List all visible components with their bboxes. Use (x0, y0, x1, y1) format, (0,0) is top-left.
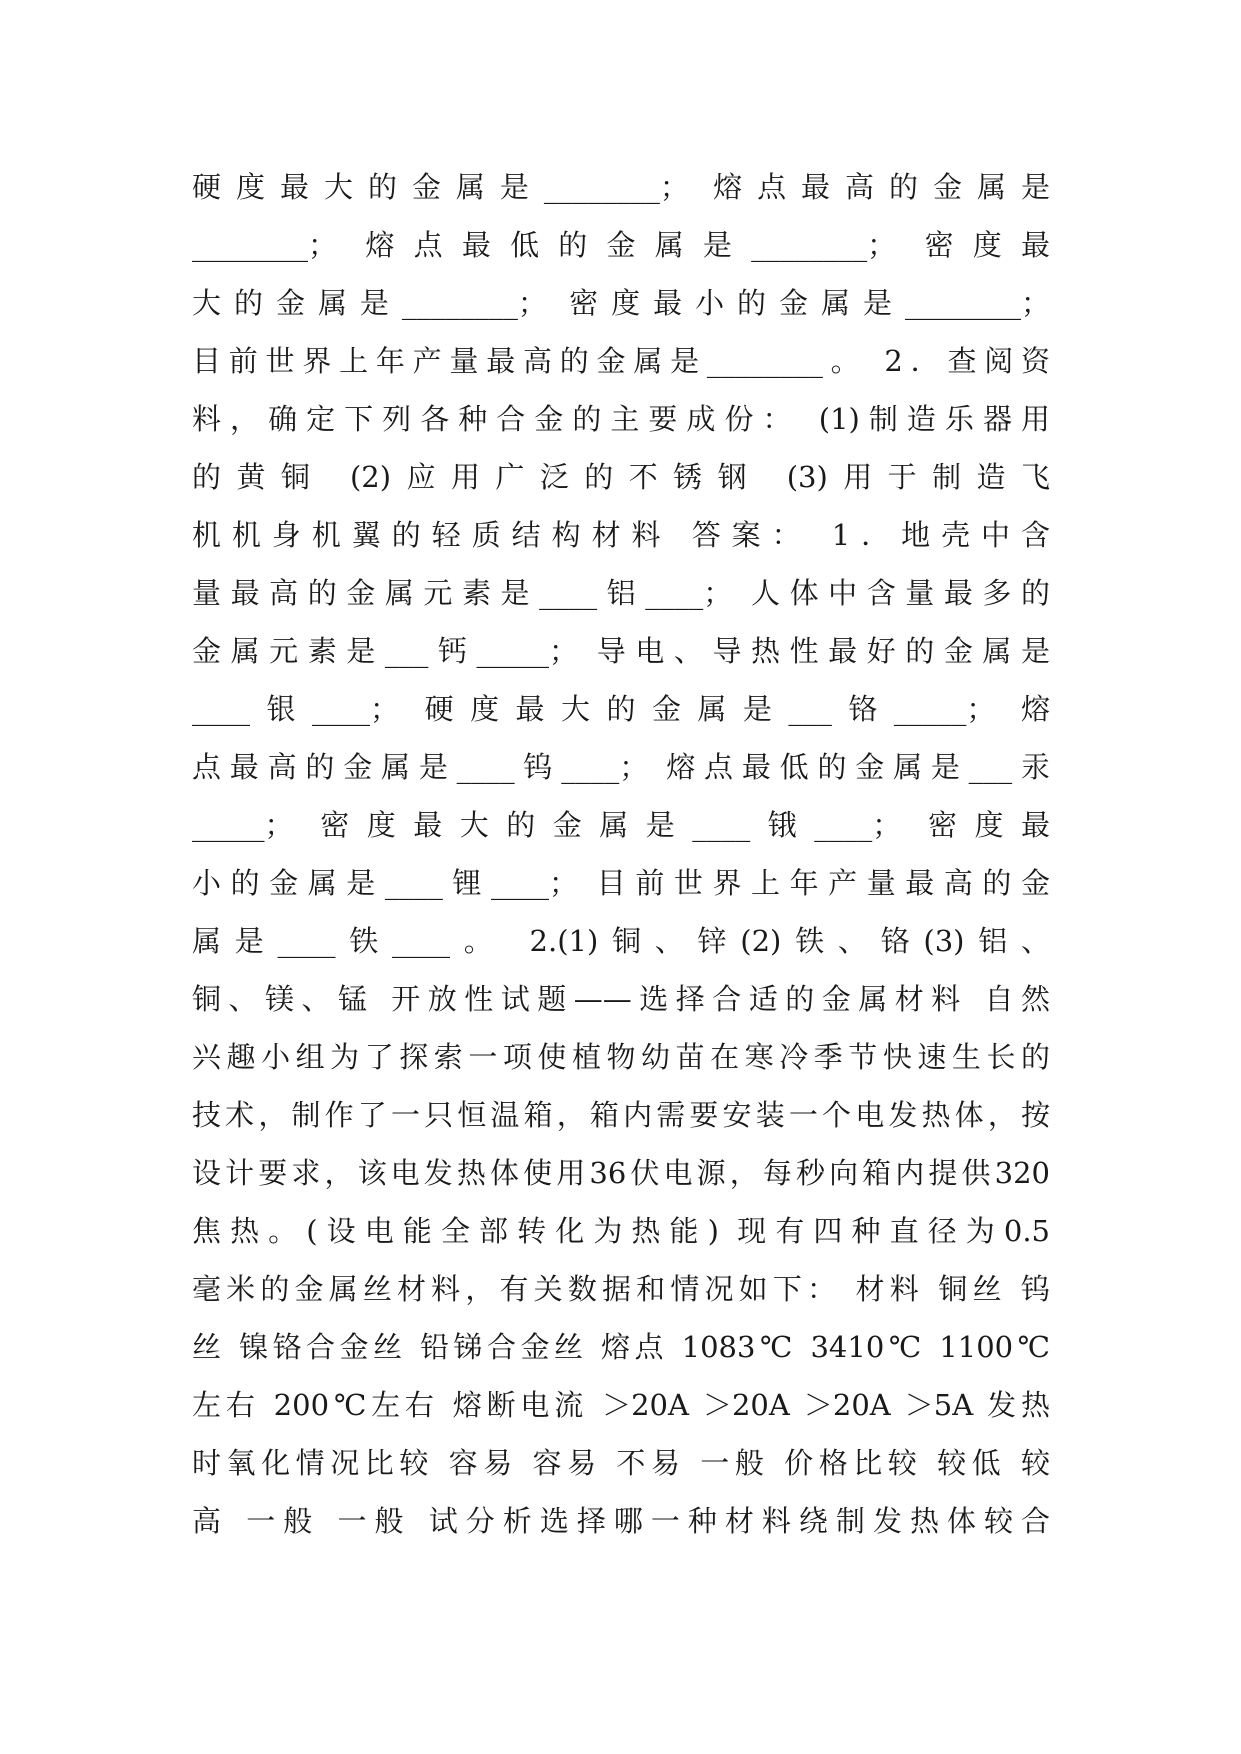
text-line: 属是____铁____。 2.(1)铜、锌(2)铁、铬(3)铝、 (192, 924, 1050, 958)
text-line: 时氧化情况比较 容易 容易 不易 一般 价格比较 较低 较 (192, 1446, 1050, 1480)
text-line: _____； 密度最大的金属是____锇____； 密度最 (192, 808, 1050, 842)
text-line: 机机身机翼的轻质结构材料 答案： 1．地壳中含 (192, 518, 1050, 552)
text-line: 硬度最大的金属是________； 熔点最高的金属是 (192, 170, 1050, 204)
text-line: 兴趣小组为了探索一项使植物幼苗在寒冷季节快速生长的 (192, 1040, 1050, 1074)
text-line: 大的金属是________； 密度最小的金属是________； (192, 286, 1050, 320)
text-line: 高 一般 一般 试分析选择哪一种材料绕制发热体较合 (192, 1504, 1050, 1538)
text-line: 金属元素是___钙_____； 导电、导热性最好的金属是 (192, 634, 1050, 668)
text-line: 丝 镍铬合金丝 铅锑合金丝 熔点 1083℃ 3410℃ 1100℃ (192, 1330, 1050, 1364)
text-line: 焦热。(设电能全部转化为热能) 现有四种直径为0.5 (192, 1214, 1050, 1248)
text-line: 左右 200℃左右 熔断电流 ＞20A ＞20A ＞20A ＞5A 发热 (192, 1388, 1050, 1422)
text-line: 小的金属是____锂____； 目前世界上年产量最高的金 (192, 866, 1050, 900)
text-line: ____银____； 硬度最大的金属是___铬_____； 熔 (192, 692, 1050, 726)
text-line: 点最高的金属是____钨____； 熔点最低的金属是___汞 (192, 750, 1050, 784)
body-text (192, 158, 1050, 1550)
text-line: 料，确定下列各种合金的主要成份： (1)制造乐器用 (192, 402, 1050, 436)
text-line: 量最高的金属元素是____铝____； 人体中含量最多的 (192, 576, 1050, 610)
text-line: 毫米的金属丝材料，有关数据和情况如下： 材料 铜丝 钨 (192, 1272, 1050, 1306)
text-line: 目前世界上年产量最高的金属是________。 2．查阅资 (192, 344, 1050, 378)
text-line: 的黄铜 (2)应用广泛的不锈钢 (3)用于制造飞 (192, 460, 1050, 494)
text-line: 技术，制作了一只恒温箱，箱内需要安装一个电发热体，按 (192, 1098, 1050, 1132)
text-line: 设计要求，该电发热体使用36伏电源，每秒向箱内提供320 (192, 1156, 1050, 1190)
text-line: ________； 熔点最低的金属是________； 密度最 (192, 228, 1050, 262)
text-line: 铜、镁、锰 开放性试题——选择合适的金属材料 自然 (192, 982, 1050, 1016)
